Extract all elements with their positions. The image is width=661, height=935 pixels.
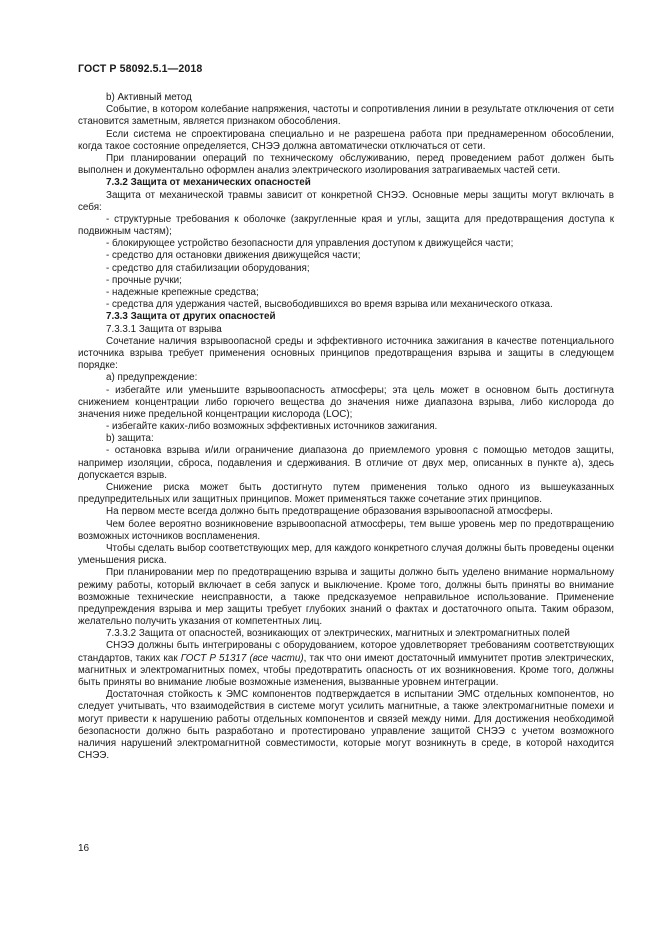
section-heading: 7.3.3 Защита от других опасностей xyxy=(106,311,276,323)
paragraph: b) Активный метод xyxy=(106,92,192,103)
paragraph-text: СНЭЭ должны быть интегрированы с оборудованием, которое удовлетворяет требованиям соответствующих стандартов, таких как xyxy=(78,640,614,664)
paragraph: Защита от механической травмы зависит от конкретной СНЭЭ. Основные меры защиты могут включать в себя: xyxy=(78,189,614,213)
list-item: - прочные ручки; xyxy=(106,274,182,286)
list-item: - средство для остановки движения движущейся части; xyxy=(106,250,361,262)
list-item: - блокирующее устройство безопасности для управления доступом к движущейся части; xyxy=(106,238,514,250)
paragraph-text: , так что они имеют достаточный иммунитет против электрических, магнитных и электромагнитных помех, чтобы предотвратить опасность от их возникновения. Кроме того, должны быть приняты во внимание любые возможные изменения, вызванные уровнем интеграции. xyxy=(78,652,614,688)
list-item: - избегайте или уменьшите взрывоопасность атмосферы; эта цель может в основном быть достигнута снижением концентрации либо горючего вещества до значения ниже диапазона взрыва, либо кислорода до значения ниже предельной концентрации кислорода (LOC); xyxy=(78,384,614,420)
paragraph: Достаточная стойкость к ЭМС компонентов подтверждается в испытании ЭМС отдельных компонентов, но следует учитывать, что взаимодействия в системе могут усилить магнитные, а также электромагнитные помехи и могут привести к нарушению работы отдельных компонентов и связей между ними. Для достижения необходимой безопасности должно быть разработано и протестировано управление защитой СНЭЭ с учетом возможного наличия нарушений электромагнитной совместимости, которые могут возникнуть в среде, в которой находится СНЭЭ. xyxy=(78,689,614,762)
standard-reference: ГОСТ Р 51317 (все части) xyxy=(180,652,304,664)
paragraph: Снижение риска может быть достигнуто путем применения только одного из вышеуказанных предупредительных или защитных принципов. Может применяться также сочетание этих принципов. xyxy=(78,482,614,506)
paragraph: Если система не спроектирована специально и не разрешена работа при преднамеренном обособлении, когда такое состояние определяется, СНЭЭ должна автоматически отключаться от сети. xyxy=(78,128,614,152)
list-item: b) защита: xyxy=(106,433,154,445)
paragraph: Событие, в котором колебание напряжения, частоты и сопротивления линии в результате отключения от сети становится заметным, является признаком обособления. xyxy=(78,104,614,128)
paragraph: На первом месте всегда должно быть предотвращение образования взрывоопасной атмосферы. xyxy=(106,506,553,518)
list-item: - средство для стабилизации оборудования; xyxy=(106,262,310,274)
document-header: ГОСТ Р 58092.5.1—2018 xyxy=(78,63,203,75)
list-item: - средства для удержания частей, высвободившихся во время взрыва или механического отказа. xyxy=(106,299,553,311)
list-item: - надежные крепежные средства; xyxy=(106,287,259,298)
subsection-heading: 7.3.3.2 Защита от опасностей, возникающих от электрических, магнитных и электромагнитных полей xyxy=(106,628,570,640)
paragraph: При планировании операций по техническому обслуживанию, перед проведением работ должен быть выполнен и документально оформлен анализ электрического изолирования затрагиваемых частей сети. xyxy=(78,152,614,177)
paragraph: При планировании мер по предотвращению взрыва и защиты должно быть уделено внимание нормальному режиму работы, который включает в себя запуск и выключение. Кроме того, должны быть приняты во внимание возможные технические неисправности, а также предсказуемое неправильное использование. Применение предупреждения взрыва и мер защиты требует глубоких знаний о фактах и достаточного опыта. Таким образом, желательно получить указания от компетентных лиц. xyxy=(78,567,614,628)
section-heading: 7.3.2 Защита от механических опасностей xyxy=(106,177,311,189)
subsection-heading: 7.3.3.1 Защита от взрыва xyxy=(106,323,222,335)
body-text xyxy=(78,92,614,762)
paragraph: Чем более вероятно возникновение взрывоопасной атмосферы, тем выше уровень мер по предотвращению возможных источников воспламенения. xyxy=(78,518,614,542)
list-item: a) предупреждение: xyxy=(106,372,198,384)
paragraph: Чтобы сделать выбор соответствующих мер, для каждого конкретного случая должны быть проведены оценки уменьшения риска. xyxy=(78,542,614,567)
paragraph xyxy=(78,640,614,689)
page-number: 16 xyxy=(78,843,90,854)
list-item: - избегайте каких-либо возможных эффективных источников зажигания. xyxy=(106,421,438,433)
list-item: - структурные требования к оболочке (закругленные края и углы, защита для предотвращения доступа к подвижным частям); xyxy=(78,213,614,238)
paragraph: Сочетание наличия взрывоопасной среды и эффективного источника зажигания в качестве потенциального источника взрыва требует применения основных принципов предотвращения взрыва и защиты в следующем порядке: xyxy=(78,335,614,372)
list-item: - остановка взрыва и/или ограничение диапазона до приемлемого уровня с помощью методов защиты, например изоляции, сброса, подавления и сдерживания. В отличие от двух мер, описанных в пункте а), здесь допускается взрыв. xyxy=(78,445,614,481)
